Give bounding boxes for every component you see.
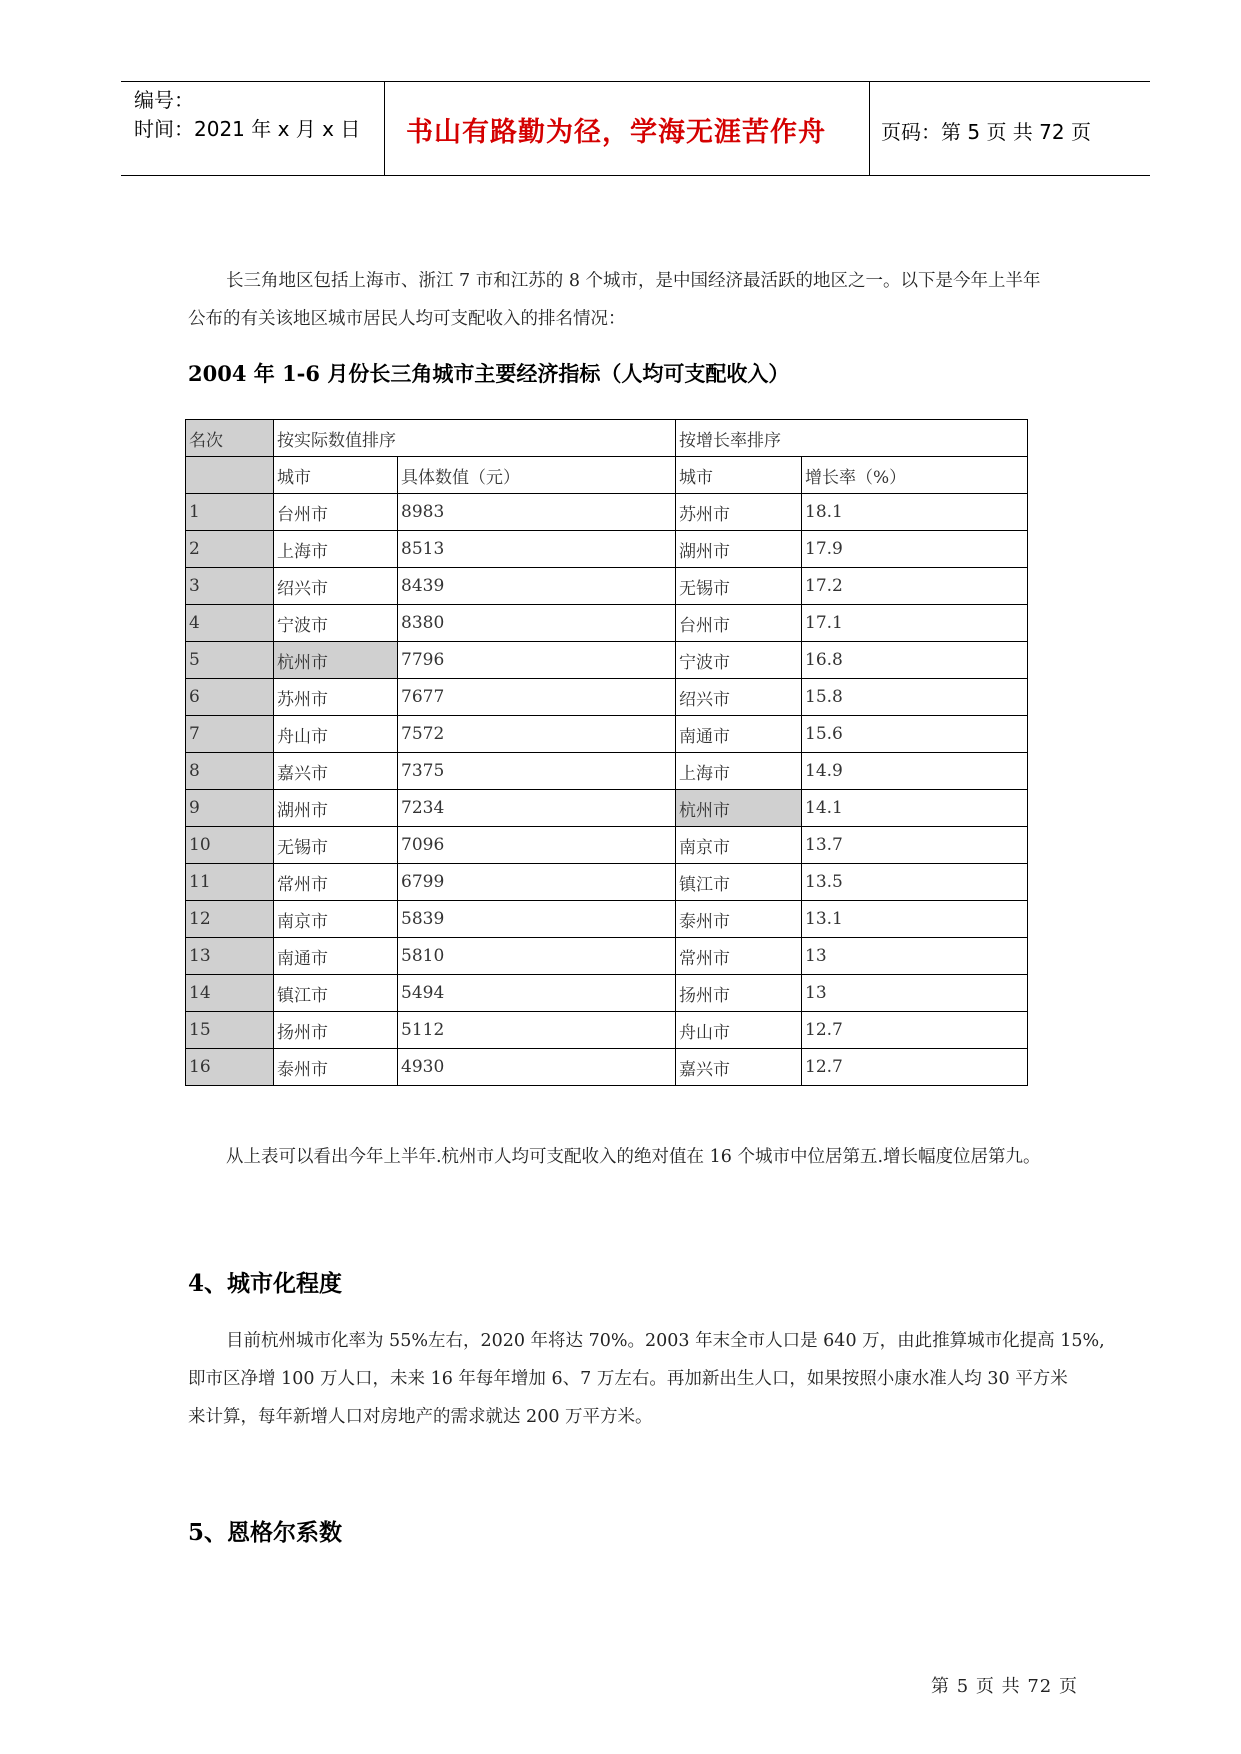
table-row: [186, 568, 1028, 605]
rank-cell: 4: [186, 605, 274, 642]
city-by-value-cell: 扬州市: [274, 1012, 398, 1049]
value-cell: 8513: [398, 531, 676, 568]
rank-cell: 13: [186, 938, 274, 975]
value-cell: 5839: [398, 901, 676, 938]
table-row: [186, 790, 1028, 827]
rank-cell: 12: [186, 901, 274, 938]
city-by-value-cell: 苏州市: [274, 679, 398, 716]
head-group-value: 按实际数值排序: [274, 420, 676, 457]
rate-cell: 15.8: [802, 679, 1028, 716]
city-by-rate-cell: 泰州市: [676, 901, 802, 938]
table-row: [186, 864, 1028, 901]
section-4-line-3: 来计算，每年新增人口对房地产的需求就达 200 万平方米。: [188, 1407, 653, 1427]
city-by-value-cell: 镇江市: [274, 975, 398, 1012]
value-cell: 7234: [398, 790, 676, 827]
value-cell: 5494: [398, 975, 676, 1012]
section-5-heading: 5、恩格尔系数: [188, 1519, 343, 1546]
rank-cell: 14: [186, 975, 274, 1012]
city-by-value-cell: 泰州市: [274, 1049, 398, 1086]
intro-line-1: 长三角地区包括上海市、浙江 7 市和江苏的 8 个城市，是中国经济最活跃的地区之一。以下是今年上半年: [226, 271, 1041, 291]
city-by-rate-cell: 湖州市: [676, 531, 802, 568]
head-rank: 名次: [186, 420, 274, 457]
table-row: [186, 605, 1028, 642]
header-code-label: 编号：: [134, 88, 194, 112]
city-by-rate-cell: 南通市: [676, 716, 802, 753]
rate-cell: 12.7: [802, 1012, 1028, 1049]
city-by-rate-cell: 上海市: [676, 753, 802, 790]
ranking-table: [185, 419, 1028, 1086]
header-time-label: 时间：2021 年 x 月 x 日: [134, 117, 361, 141]
table-row: [186, 753, 1028, 790]
table-row: [186, 494, 1028, 531]
city-by-value-cell: 舟山市: [274, 716, 398, 753]
table-row: [186, 716, 1028, 753]
rank-cell: 9: [186, 790, 274, 827]
rank-cell: 15: [186, 1012, 274, 1049]
city-by-rate-cell: 常州市: [676, 938, 802, 975]
rate-cell: 13.1: [802, 901, 1028, 938]
section-4-line-1: 目前杭州城市化率为 55%左右，2020 年将达 70%。2003 年末全市人口是 640 万，由此推算城市化提高 15%,: [226, 1331, 1105, 1351]
rank-cell: 7: [186, 716, 274, 753]
header-page-label: 页码：第 5 页 共 72 页: [881, 120, 1091, 144]
section-4-paragraph: [188, 1322, 1108, 1436]
city-by-value-cell: 南京市: [274, 901, 398, 938]
table-row: [186, 1049, 1028, 1086]
header-divider-right: [869, 81, 870, 175]
city-by-rate-cell: 无锡市: [676, 568, 802, 605]
city-by-value-cell: 台州市: [274, 494, 398, 531]
city-by-rate-cell: 杭州市: [676, 790, 802, 827]
table-header-row-1: [186, 420, 1028, 457]
rate-cell: 13.5: [802, 864, 1028, 901]
city-by-rate-cell: 嘉兴市: [676, 1049, 802, 1086]
value-cell: 5112: [398, 1012, 676, 1049]
city-by-value-cell: 南通市: [274, 938, 398, 975]
summary-text: 从上表可以看出今年上半年.杭州市人均可支配收入的绝对值在 16 个城市中位居第五.增长幅度位居第九。: [226, 1147, 1041, 1167]
city-by-value-cell: 绍兴市: [274, 568, 398, 605]
intro-line-2: 公布的有关该地区城市居民人均可支配收入的排名情况：: [188, 309, 626, 329]
city-by-rate-cell: 镇江市: [676, 864, 802, 901]
city-by-value-cell: 无锡市: [274, 827, 398, 864]
value-cell: 7572: [398, 716, 676, 753]
rank-cell: 2: [186, 531, 274, 568]
city-by-value-cell: 宁波市: [274, 605, 398, 642]
section-4-heading: 4、城市化程度: [188, 1270, 343, 1297]
city-by-value-cell: 嘉兴市: [274, 753, 398, 790]
rate-cell: 13.7: [802, 827, 1028, 864]
rate-cell: 18.1: [802, 494, 1028, 531]
city-by-rate-cell: 绍兴市: [676, 679, 802, 716]
rate-cell: 16.8: [802, 642, 1028, 679]
head-group-rate: 按增长率排序: [676, 420, 1028, 457]
value-cell: 6799: [398, 864, 676, 901]
value-cell: 7796: [398, 642, 676, 679]
rate-cell: 17.2: [802, 568, 1028, 605]
city-by-value-cell: 杭州市: [274, 642, 398, 679]
rank-cell: 6: [186, 679, 274, 716]
header-divider-left: [384, 81, 385, 175]
value-cell: 7375: [398, 753, 676, 790]
rank-cell: 16: [186, 1049, 274, 1086]
rate-cell: 15.6: [802, 716, 1028, 753]
table-row: [186, 827, 1028, 864]
city-by-rate-cell: 扬州市: [676, 975, 802, 1012]
head-rate: 增长率（%）: [802, 457, 1028, 494]
rate-cell: 13: [802, 938, 1028, 975]
header-bottom-rule: [121, 175, 1150, 176]
rate-cell: 17.1: [802, 605, 1028, 642]
rate-cell: 13: [802, 975, 1028, 1012]
rate-cell: 12.7: [802, 1049, 1028, 1086]
city-by-rate-cell: 宁波市: [676, 642, 802, 679]
rate-cell: 17.9: [802, 531, 1028, 568]
table-row: [186, 642, 1028, 679]
value-cell: 7096: [398, 827, 676, 864]
rank-cell: 1: [186, 494, 274, 531]
value-cell: 8983: [398, 494, 676, 531]
rank-cell: 10: [186, 827, 274, 864]
head-city-1: 城市: [274, 457, 398, 494]
table-row: [186, 901, 1028, 938]
rate-cell: 14.1: [802, 790, 1028, 827]
head-city-2: 城市: [676, 457, 802, 494]
city-by-rate-cell: 苏州市: [676, 494, 802, 531]
value-cell: 8439: [398, 568, 676, 605]
city-by-rate-cell: 舟山市: [676, 1012, 802, 1049]
table-row: [186, 975, 1028, 1012]
rank-cell: 8: [186, 753, 274, 790]
table-row: [186, 1012, 1028, 1049]
city-by-value-cell: 湖州市: [274, 790, 398, 827]
table-row: [186, 531, 1028, 568]
value-cell: 5810: [398, 938, 676, 975]
header-top-rule: [121, 81, 1150, 82]
header-motto: 书山有路勤为径，学海无涯苦作舟: [406, 117, 826, 148]
rank-cell: 5: [186, 642, 274, 679]
rank-cell: 3: [186, 568, 274, 605]
value-cell: 4930: [398, 1049, 676, 1086]
value-cell: 8380: [398, 605, 676, 642]
head-value: 具体数值（元）: [398, 457, 676, 494]
table-row: [186, 679, 1028, 716]
city-by-rate-cell: 台州市: [676, 605, 802, 642]
rank-cell: 11: [186, 864, 274, 901]
page-footer: 第 5 页 共 72 页: [931, 1676, 1078, 1697]
rate-cell: 14.9: [802, 753, 1028, 790]
table-header-row-2: [186, 457, 1028, 494]
city-by-rate-cell: 南京市: [676, 827, 802, 864]
section-4-line-2: 即市区净增 100 万人口，未来 16 年每年增加 6、7 万左右。再加新出生人口，如果按照小康水准人均 30 平方米: [188, 1369, 1068, 1389]
table-title: 2004 年 1-6 月份长三角城市主要经济指标（人均可支配收入）: [188, 361, 790, 386]
intro-paragraph: [188, 262, 1088, 338]
head-rank-blank: [186, 457, 274, 494]
table-row: [186, 938, 1028, 975]
city-by-value-cell: 上海市: [274, 531, 398, 568]
city-by-value-cell: 常州市: [274, 864, 398, 901]
value-cell: 7677: [398, 679, 676, 716]
